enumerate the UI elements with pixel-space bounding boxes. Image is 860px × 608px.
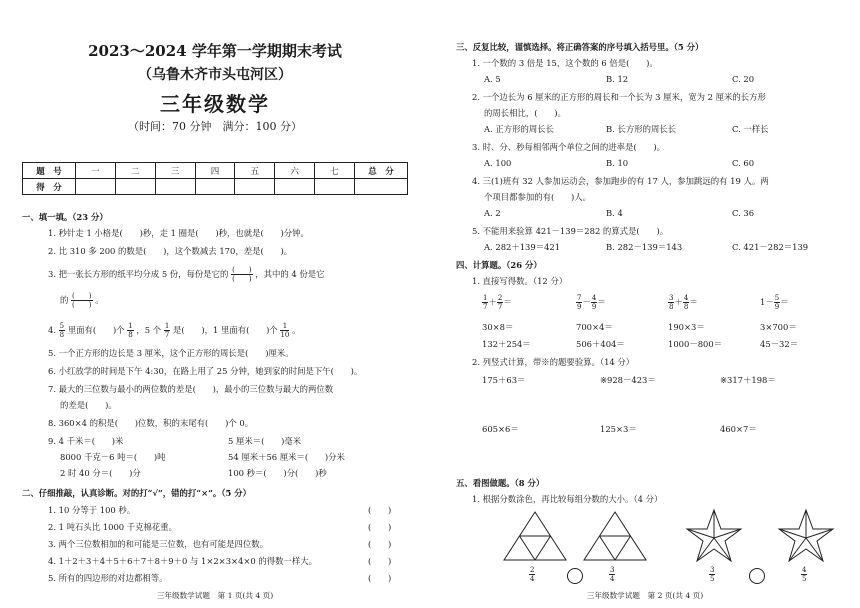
score-cell[interactable] — [115, 179, 155, 195]
exam-subject: 三年级数学 — [160, 92, 270, 116]
score-header-cell: 总 分 — [355, 163, 408, 179]
score-cell[interactable] — [155, 179, 195, 195]
score-cell[interactable] — [315, 179, 355, 195]
choice-2-option-b[interactable]: B. 长方形的周长长 — [606, 124, 677, 134]
question-1-3-continued — [60, 292, 104, 309]
question-1-7-continued: 的差是( )。 — [60, 400, 117, 410]
question-1-3-text-b: ，其中的 4 份是它 — [255, 269, 325, 279]
section-1-title: 一、填一填。（23 分） — [22, 212, 108, 222]
question-1-6: 6. 小红放学的时间是下午 4:30，在路上用了 25 分钟，她到家的时间是下午( )。 — [48, 366, 363, 376]
compare-circle-2[interactable] — [749, 568, 765, 584]
numerator: 3 — [669, 294, 674, 302]
score-table-header-row — [23, 163, 408, 179]
choice-5: 5. 不能用来验算 421－139＝282 的算式是( )。 — [472, 226, 669, 236]
judge-2: 2. 1 吨石头比 1000 千克棉花重。 — [48, 522, 178, 532]
calc-row3-1: 132＋254＝ — [482, 339, 531, 349]
question-1-5: 5. 一个正方形的边长是 3 厘米，这个正方形的周长是( )厘米。 — [48, 348, 294, 358]
choice-1-option-a[interactable]: A. 5 — [484, 74, 501, 84]
score-cell[interactable] — [195, 179, 235, 195]
triangle-figure-2[interactable] — [582, 510, 648, 562]
judge-1: 1. 10 分等于 100 秒。 — [48, 505, 136, 515]
numerator: 1 — [164, 322, 170, 330]
exam-title: 2023～2024 学年第一学期期末考试 — [88, 42, 342, 60]
denominator: 5 — [802, 575, 807, 583]
choice-5-option-a[interactable]: A. 282＋139＝421 — [484, 242, 561, 252]
question-text: 里面有( )个 — [67, 325, 125, 335]
page-footer-right: 三年级数学试题 第 2 页(共 4 页) — [586, 591, 704, 600]
numerator: 1 — [280, 322, 289, 331]
calc-row2-3: 190×3＝ — [668, 322, 705, 332]
triangle-figure-1[interactable] — [502, 510, 568, 562]
score-cell[interactable] — [235, 179, 275, 195]
star-figure-1[interactable] — [684, 508, 744, 564]
fraction — [127, 322, 133, 339]
fraction — [497, 294, 503, 311]
vertical-calc-3: ※317＋198＝ — [720, 375, 776, 385]
choice-1-option-b[interactable]: B. 12 — [606, 74, 629, 84]
fraction — [801, 566, 807, 583]
judge-3-answer[interactable]: ( ) — [368, 539, 392, 549]
choice-2-option-a[interactable]: A. 正方形的周长长 — [484, 124, 554, 134]
numerator: 1 — [483, 294, 488, 302]
numerator: 2 — [530, 566, 535, 574]
denominator: 8 — [669, 303, 674, 311]
judge-2-answer[interactable]: ( ) — [368, 522, 392, 532]
operator: － — [765, 297, 774, 307]
question-1-7: 7. 最大的三位数与最小的两位数的差是( )，最小的三位数与最大的两位数 — [48, 384, 334, 394]
fraction — [280, 322, 289, 339]
choice-4-option-c[interactable]: C. 36 — [732, 208, 755, 218]
judge-5-answer[interactable]: ( ) — [368, 573, 392, 583]
judge-4: 4. 1＋2＋3＋4＋5＋6＋7＋8＋9＋0 与 1×2×3×4×0 的得数一样大。 — [48, 556, 318, 566]
score-header-cell: 一 — [76, 163, 116, 179]
score-header-cell: 五 — [235, 163, 275, 179]
question-text: 是( )，1 里面有( )个 — [172, 325, 278, 335]
denominator: 9 — [774, 303, 780, 311]
calc-frac-1: $\frac{1}{7}$ ＋ $\frac{2}{7}$ ＝ — [483, 294, 512, 311]
question-1-1: 1. 秒针走 1 小格是( )秒，走 1 圈是( )秒，也就是( )分钟。 — [48, 228, 309, 238]
question-1-9-c: 8000 千克－6 吨＝( )吨 — [60, 452, 166, 462]
choice-3: 3. 时、分、秒每相邻两个单位之间的进率是( )。 — [472, 142, 666, 152]
calc-1-title: 1. 直接写得数。（12 分） — [472, 276, 568, 286]
choice-2: 2. 一个边长为 6 厘米的正方形的周长和一个长为 3 厘米，宽为 2 厘米的长方形 — [472, 92, 766, 102]
choice-4-continued: 个项目都参加的有( )人。 — [484, 192, 592, 202]
question-1-9-a: 9. 4 千米＝( )米 — [48, 436, 124, 446]
section-3-title: 三、反复比较，谨慎选择。将正确答案的序号填入括号里。（5 分） — [456, 42, 704, 52]
choice-3-option-b[interactable]: B. 10 — [606, 158, 629, 168]
denominator: 7 — [497, 303, 503, 311]
exam-region: （乌鲁木齐市头屯河区） — [138, 67, 292, 83]
calc-row2-4: 3×700＝ — [760, 322, 797, 332]
choice-3-option-c[interactable]: C. 60 — [732, 158, 755, 168]
choice-5-option-b[interactable]: B. 282－139＝143 — [606, 242, 683, 252]
choice-4-option-a[interactable]: A. 2 — [484, 208, 501, 218]
fraction — [591, 294, 597, 311]
denominator: 5 — [710, 575, 715, 583]
judge-1-answer[interactable]: ( ) — [368, 505, 392, 515]
denominator: 4 — [610, 575, 615, 583]
score-header-cell: 七 — [315, 163, 355, 179]
calc-row2-1: 30×8＝ — [482, 322, 514, 332]
choice-2-option-c[interactable]: C. 一样长 — [732, 124, 769, 134]
compare-circle-1[interactable] — [567, 568, 583, 584]
picture-fraction-1 — [529, 566, 535, 583]
fraction — [59, 322, 65, 339]
score-header-cell: 四 — [195, 163, 235, 179]
denominator: 7 — [483, 303, 488, 311]
question-1-9-e: 2 时 40 分＝( )分 — [60, 468, 141, 478]
choice-2-continued: 的周长相比，( )。 — [484, 108, 566, 118]
operator: ＋ — [488, 297, 497, 307]
question-1-3-text-c: 的 — [60, 295, 69, 305]
calc-row2-2: 700×4＝ — [576, 322, 613, 332]
fraction — [683, 294, 689, 311]
picture-fraction-3 — [709, 566, 715, 583]
question-text: ，5 个 — [136, 325, 162, 335]
question-1-8: 8. 360×4 的积是( )位数，积的末尾有( )个 0。 — [48, 418, 254, 428]
picture-fraction-4 — [801, 566, 807, 583]
picture-question-1: 1. 根据分数涂色，再比较每组分数的大小。（4 分） — [472, 494, 663, 504]
blank-fraction[interactable]: $\frac{( )}{( )}$ — [72, 292, 92, 309]
vertical-calc-4: 605×6＝ — [482, 424, 519, 434]
choice-1: 1. 一个数的 3 倍是 15，这个数的 6 倍是( )。 — [472, 58, 658, 68]
vertical-calc-5: 125×3＝ — [600, 424, 637, 434]
numerator: 3 — [610, 566, 615, 574]
right-page — [430, 0, 860, 608]
question-1-3-text-d: 。 — [95, 295, 104, 305]
score-header-cell: 二 — [115, 163, 155, 179]
blank-fraction[interactable]: $\frac{( )}{( )}$ — [232, 266, 252, 283]
vertical-calc-6: 460×7＝ — [720, 424, 757, 434]
score-header-cell: 题 号 — [23, 163, 76, 179]
calc-frac-4: 1－ $\frac{5}{9}$ ＝ — [760, 294, 789, 311]
fraction — [529, 566, 535, 583]
score-cell[interactable] — [76, 179, 116, 195]
score-table-score-row — [23, 179, 408, 195]
denominator: 4 — [530, 575, 535, 583]
picture-fraction-2 — [609, 566, 615, 583]
denominator: 9 — [577, 303, 582, 311]
judge-4-answer[interactable]: ( ) — [368, 556, 392, 566]
calc-row3-4: 45－32＝ — [760, 339, 799, 349]
fraction — [609, 566, 615, 583]
calc-frac-3: $\frac{3}{8}$ ＋ $\frac{4}{8}$ ＝ — [669, 294, 698, 311]
question-text: 。 — [292, 325, 301, 335]
score-table — [22, 162, 408, 195]
numerator: 5 — [774, 294, 780, 302]
calc-2-title: 2. 列竖式计算，带※的题要验算。（14 分） — [472, 357, 635, 367]
vertical-calc-2: ※928－423＝ — [600, 375, 656, 385]
question-number: 4. — [48, 325, 56, 335]
denominator: 10 — [280, 331, 290, 339]
calc-row3-2: 506＋404＝ — [576, 339, 625, 349]
question-1-4 — [48, 322, 300, 339]
numerator: 4 — [683, 294, 689, 302]
question-1-3 — [48, 266, 325, 283]
calc-row3-3: 1000－800＝ — [668, 339, 723, 349]
section-2-title: 二、仔细推敲，认真诊断。对的打“√”，错的打“×”。（5 分） — [22, 488, 251, 498]
question-1-9-b: 5 厘米＝( )毫米 — [228, 436, 302, 446]
numerator: 7 — [577, 294, 582, 302]
score-row-label: 得 分 — [23, 179, 76, 195]
denominator: 7 — [164, 331, 170, 339]
choice-4: 4. 三(1)班有 32 人参加运动会，参加跑步的有 17 人，参加跳远的有 19 人。两 — [472, 176, 769, 186]
numerator: 5 — [59, 322, 65, 330]
score-header-cell: 六 — [275, 163, 315, 179]
calc-frac-2: $\frac{7}{9}$ － $\frac{4}{9}$ ＝ — [577, 294, 606, 311]
question-1-2: 2. 比 310 多 200 的数是( )，这个数减去 170，差是( )。 — [48, 246, 293, 256]
section-4-title: 四、计算题。（26 分） — [456, 260, 542, 270]
exam-time-info: （时间：70 分钟 满分：100 分） — [128, 120, 302, 133]
section-5-title: 五、看图做题。（8 分） — [456, 478, 545, 488]
numerator: 1 — [128, 322, 133, 330]
choice-5-option-c[interactable]: C. 421－282＝139 — [732, 242, 809, 252]
choice-4-option-b[interactable]: B. 4 — [606, 208, 623, 218]
fraction — [164, 322, 170, 339]
score-cell[interactable] — [355, 179, 408, 195]
fraction — [774, 294, 780, 311]
star-figure-2[interactable] — [776, 508, 836, 564]
numerator: 4 — [591, 294, 597, 302]
choice-3-option-a[interactable]: A. 100 — [484, 158, 512, 168]
judge-5: 5. 所有的四边形的对边都相等。 — [48, 573, 168, 583]
numerator: 4 — [802, 566, 807, 574]
score-header-cell: 三 — [155, 163, 195, 179]
fraction — [709, 566, 715, 583]
choice-1-option-c[interactable]: C. 20 — [732, 74, 755, 84]
operator: ＋ — [674, 297, 683, 307]
question-1-3-text-a: 3. 把一张长方形的纸平均分成 5 份，每份是它的 — [48, 269, 229, 279]
question-1-9-d: 54 厘米＋56 厘米＝( )分米 — [228, 452, 345, 462]
page-footer-left: 三年级数学试题 第 1 页(共 4 页) — [156, 591, 274, 600]
operator: － — [582, 297, 591, 307]
question-1-9-f: 100 秒＝( )分( )秒 — [228, 468, 327, 478]
vertical-calc-1: 175＋63＝ — [482, 375, 526, 385]
numerator: 3 — [710, 566, 715, 574]
numerator: 2 — [497, 294, 503, 302]
denominator: 9 — [591, 303, 597, 311]
denominator: 8 — [128, 331, 133, 339]
whole-number: 1 — [760, 297, 766, 307]
judge-3: 3. 两个三位数相加的和可能是三位数，也有可能是四位数。 — [48, 539, 269, 549]
denominator: 8 — [683, 303, 689, 311]
denominator: 8 — [59, 331, 65, 339]
score-cell[interactable] — [275, 179, 315, 195]
